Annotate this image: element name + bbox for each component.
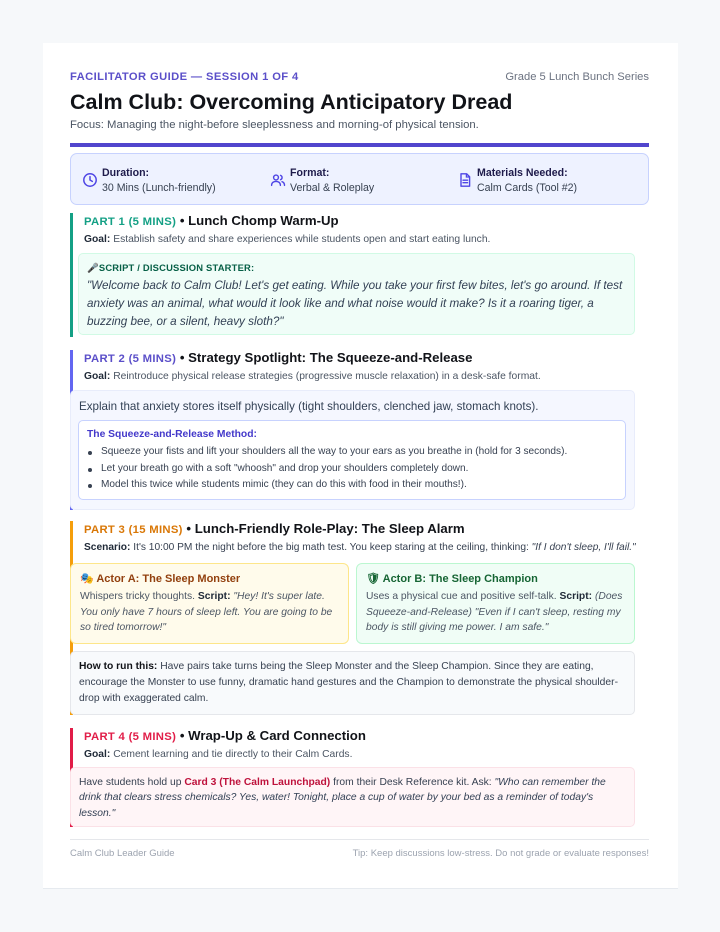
part-3-scenario: Scenario: It's 10:00 PM the night before the big math test. You keep staring at the ceiling, thinking: "If I don't sleep, I'll fail." — [84, 542, 636, 553]
shield-icon: 🛡 — [366, 573, 380, 585]
role-play-instructions: How to run this: Have pairs take turns being the Sleep Monster and the Sleep Champion. Since they are eating, encourage the Monster to use funny, dramatic hand gestures and the Champion to demonstrate the physical shoulder-drop with exaggerated calm. — [70, 651, 635, 715]
part-1-title: • Lunch Chomp Warm-Up — [179, 213, 339, 228]
part-2-heading — [84, 350, 649, 365]
part-1-accent-bar — [70, 213, 73, 337]
footer-tip: Tip: Keep discussions low-stress. Do not grade or evaluate responses! — [352, 848, 649, 859]
part-2-strategy-box — [70, 390, 635, 510]
monster-mask-icon: 🎭 — [80, 573, 94, 585]
part-3-heading — [84, 521, 649, 536]
part-2-goal: Goal: Reintroduce physical release strategies (progressive muscle relaxation) in a desk-safe format. — [84, 371, 541, 382]
actor-b-title: 🛡 Actor B: The Sleep Champion — [366, 573, 538, 585]
part-2-section — [70, 350, 649, 510]
part-4-goal: Goal: Cement learning and tie directly to their Calm Cards. — [84, 749, 353, 760]
part-2-intro: Explain that anxiety stores itself physically (tight shoulders, clenched jaw, stomach knots). — [79, 400, 539, 413]
part-1-script-box — [78, 253, 635, 335]
part-1-section — [70, 213, 649, 337]
meta-format-value: Verbal & Roleplay — [290, 182, 375, 194]
page-title: Calm Club: Overcoming Anticipatory Dread — [70, 90, 513, 114]
part-1-heading — [84, 213, 649, 228]
series-label: Grade 5 Lunch Bunch Series — [505, 71, 649, 83]
meta-materials-value: Calm Cards (Tool #2) — [477, 182, 578, 194]
part-2-title: • Strategy Spotlight: The Squeeze-and-Release — [179, 350, 473, 365]
part-1-tag: PART 1 (5 MINS) — [84, 216, 177, 228]
calm-card-reference: Card 3 (The Calm Launchpad) — [184, 777, 331, 788]
actor-b-text: Uses a physical cue and positive self-talk. Script: (Does Squeeze-and-Release) "Even if I can't sleep, resting my body is still giving me power. I am safe." — [366, 591, 623, 634]
part-1-goal: Goal: Establish safety and share experiences while students open and start eating lunch. — [84, 234, 491, 245]
guide-page — [43, 43, 678, 889]
meta-duration-label: Duration: — [102, 167, 150, 179]
wrap-up-box: Have students hold up Card 3 (The Calm Launchpad) from their Desk Reference kit. Ask: "Who can remember the drink that clears stress chemicals? Yes, water! Tonight, place a cup of water by your bed as a reminder of today's lesson." — [70, 767, 635, 827]
method-step: Squeeze your fists and lift your shoulders all the way to your ears as you breathe in (hold for 3 seconds). — [87, 444, 617, 461]
squeeze-release-method-card — [78, 420, 626, 500]
method-step: Let your breath go with a soft "whoosh" and drop your shoulders completely down. — [87, 461, 617, 478]
part-4-heading — [84, 728, 649, 743]
meta-materials-label: Materials Needed: — [477, 167, 568, 179]
microphone-icon: 🎤 — [87, 262, 99, 273]
header-rule — [70, 143, 649, 147]
footer-guide-name: Calm Club Leader Guide — [70, 848, 175, 859]
meta-duration-value: 30 Mins (Lunch-friendly) — [102, 182, 216, 194]
method-title: The Squeeze-and-Release Method: — [87, 429, 257, 440]
part-4-section — [70, 728, 649, 827]
actor-a-card — [70, 563, 349, 644]
part-4-tag: PART 4 (5 MINS) — [84, 731, 177, 743]
part-1-script-text: "Welcome back to Calm Club! Let's get eating. While you take your first few bites, let's go around. If test anxiety was an animal, what would it look like and what noise would it make? Is it a roaring tiger, a buzzing bee, or a silent, heavy sloth?" — [87, 279, 623, 328]
part-3-tag: PART 3 (15 MINS) — [84, 524, 183, 536]
actor-b-card — [356, 563, 635, 644]
clock-icon — [82, 172, 98, 188]
session-meta-box — [70, 153, 649, 205]
document-icon — [457, 172, 473, 188]
footer-divider — [70, 839, 649, 840]
part-2-tag: PART 2 (5 MINS) — [84, 353, 177, 365]
part-3-section — [70, 521, 649, 715]
part-4-title: • Wrap-Up & Card Connection — [179, 728, 366, 743]
method-steps-list — [87, 444, 617, 494]
focus-line: Focus: Managing the night-before sleeplessness and morning-of physical tension. — [70, 119, 479, 131]
users-icon — [270, 172, 286, 188]
actor-a-title: 🎭 Actor A: The Sleep Monster — [80, 573, 241, 585]
actor-a-text: Whispers tricky thoughts. Script: "Hey! It's super late. You only have 7 hours of sleep left. You are going to be so tired tomorrow!" — [80, 591, 333, 634]
session-kicker: FACILITATOR GUIDE — SESSION 1 OF 4 — [70, 71, 299, 83]
part-3-title: • Lunch-Friendly Role-Play: The Sleep Alarm — [186, 521, 465, 536]
meta-format-label: Format: — [290, 167, 330, 179]
method-step: Model this twice while students mimic (they can do this with food in their mouths!). — [87, 477, 617, 494]
part-1-script-label: 🎤SCRIPT / DISCUSSION STARTER: — [87, 262, 255, 273]
